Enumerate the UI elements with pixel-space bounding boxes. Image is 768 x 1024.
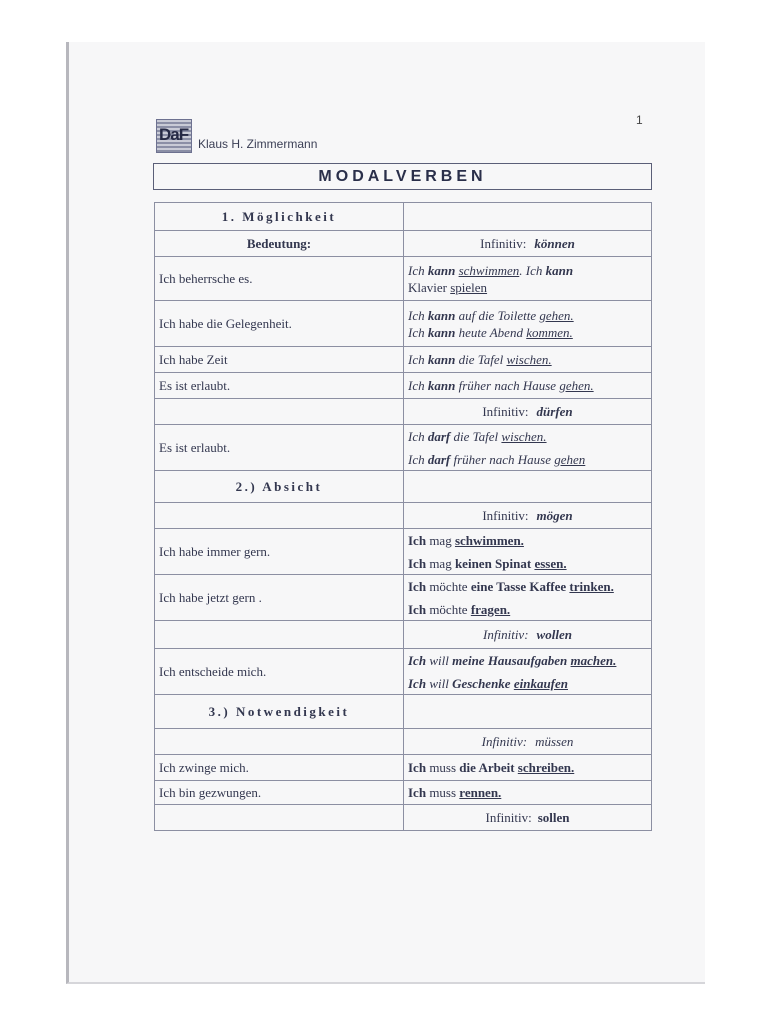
modal-verb: will	[429, 652, 449, 668]
meaning-cell: Ich entscheide mich.	[155, 649, 404, 695]
modal-verbs-table	[154, 202, 652, 831]
subject: Ich	[408, 262, 425, 278]
modal-verb: darf	[427, 428, 451, 444]
object: die Tafel	[453, 428, 499, 444]
meaning-cell: Ich bin gezwungen.	[155, 781, 404, 805]
main-verb: wischen.	[506, 352, 552, 367]
example-cell	[404, 649, 652, 695]
infinitive-label: Infinitiv:	[483, 627, 529, 642]
meaning-cell: Ich habe immer gern.	[155, 529, 404, 575]
section-heading: 2.) Absicht	[155, 471, 404, 503]
empty-cell	[155, 805, 404, 831]
table-row	[155, 231, 652, 257]
meaning-header: Bedeutung:	[155, 231, 404, 257]
table-row	[155, 301, 652, 347]
main-verb: rennen.	[459, 785, 502, 800]
main-verb: fragen.	[470, 601, 511, 617]
object: früher nach Hause	[458, 378, 557, 393]
subject: Ich	[408, 352, 425, 367]
table-row	[155, 257, 652, 301]
table-row	[155, 203, 652, 231]
main-verb: einkaufen	[513, 675, 568, 691]
infinitive-label: Infinitiv:	[482, 508, 529, 523]
main-verb: machen.	[570, 652, 617, 668]
meaning-cell: Ich habe Zeit	[155, 347, 404, 373]
object: keinen Spinat	[454, 555, 532, 571]
table-row	[155, 471, 652, 503]
page-number: 1	[636, 113, 643, 127]
modal-verb: will	[429, 675, 449, 691]
main-verb: gehen.	[559, 378, 594, 393]
main-verb: trinken.	[569, 578, 614, 594]
modal-verb: kann	[427, 324, 456, 340]
subject: Ich	[408, 555, 427, 571]
infinitive-cell	[404, 503, 652, 529]
empty-cell	[404, 471, 652, 503]
main-verb: spielen	[450, 279, 488, 295]
infinitive-label: Infinitiv:	[482, 404, 529, 419]
modal-verb: muss	[429, 785, 457, 800]
object: Klavier	[408, 279, 447, 295]
section-heading: 1. Möglichkeit	[155, 203, 404, 231]
infinitive-label: Infinitiv:	[485, 810, 532, 825]
modal-verb: möchte	[429, 578, 468, 594]
empty-cell	[155, 729, 404, 755]
infinitive-cell	[404, 621, 652, 649]
meaning-cell: Es ist erlaubt.	[155, 373, 404, 399]
main-verb: gehen.	[539, 307, 574, 323]
table-row	[155, 649, 652, 695]
table-row	[155, 373, 652, 399]
infinitive-cell	[404, 231, 652, 257]
subject: Ich	[408, 532, 427, 548]
empty-cell	[155, 399, 404, 425]
example-cell	[404, 781, 652, 805]
subject: Ich	[525, 262, 543, 278]
infinitive-verb: müssen	[535, 734, 574, 749]
empty-cell	[404, 695, 652, 729]
main-verb: schreiben.	[517, 760, 575, 775]
example-cell	[404, 425, 652, 471]
object: heute Abend	[458, 324, 523, 340]
infinitive-label: Infinitiv:	[481, 734, 528, 749]
table-row	[155, 399, 652, 425]
table-row	[155, 621, 652, 649]
infinitive-verb: können	[534, 236, 575, 251]
daf-logo	[156, 119, 192, 153]
modal-verb: kann	[427, 262, 456, 278]
empty-cell	[404, 203, 652, 231]
subject: Ich	[408, 324, 425, 340]
subject: Ich	[408, 307, 425, 323]
example-cell	[404, 755, 652, 781]
meaning-cell: Es ist erlaubt.	[155, 425, 404, 471]
meaning-cell: Ich habe jetzt gern .	[155, 575, 404, 621]
meaning-cell: Ich zwinge mich.	[155, 755, 404, 781]
section-heading: 3.) Notwendigkeit	[155, 695, 404, 729]
modal-verb: möchte	[429, 601, 468, 617]
table-row	[155, 729, 652, 755]
logo-text: DaF	[159, 125, 189, 144]
modal-verb: mag	[429, 532, 452, 548]
object: die Arbeit	[459, 760, 515, 775]
infinitive-verb: dürfen	[536, 404, 573, 419]
subject: Ich	[408, 378, 425, 393]
table-row	[155, 503, 652, 529]
main-verb: kommen.	[526, 324, 573, 340]
empty-cell	[155, 503, 404, 529]
subject: Ich	[408, 760, 427, 775]
subject: Ich	[408, 675, 427, 691]
infinitive-label: Infinitiv:	[480, 236, 527, 251]
example-cell	[404, 347, 652, 373]
table-row	[155, 805, 652, 831]
object: eine Tasse Kaffee	[470, 578, 567, 594]
modal-verb: mag	[429, 555, 452, 571]
object: auf die Toilette	[458, 307, 537, 323]
subject: Ich	[408, 428, 425, 444]
author-name: Klaus H. Zimmermann	[198, 137, 318, 151]
main-verb: wischen.	[501, 428, 547, 444]
subject: Ich	[408, 601, 427, 617]
object: früher nach Hause	[453, 451, 551, 467]
infinitive-verb: mögen	[536, 508, 573, 523]
subject: Ich	[408, 578, 427, 594]
subject: Ich	[408, 652, 427, 668]
table-row	[155, 347, 652, 373]
modal-verb: darf	[427, 451, 451, 467]
meaning-cell: Ich beherrsche es.	[155, 257, 404, 301]
modal-verb: kann	[545, 262, 574, 278]
infinitive-cell	[404, 805, 652, 831]
modal-verb: muss	[429, 760, 457, 775]
table-row	[155, 575, 652, 621]
subject: Ich	[408, 785, 427, 800]
example-cell	[404, 529, 652, 575]
example-cell	[404, 373, 652, 399]
example-cell	[404, 257, 652, 301]
infinitive-verb: sollen	[537, 810, 570, 825]
main-verb: essen.	[534, 555, 567, 571]
infinitive-cell	[404, 399, 652, 425]
modal-verb: kann	[427, 307, 456, 323]
table-row	[155, 781, 652, 805]
table-row	[155, 425, 652, 471]
example-cell	[404, 301, 652, 347]
empty-cell	[155, 621, 404, 649]
table-row	[155, 755, 652, 781]
subject: Ich	[408, 451, 425, 467]
infinitive-verb: wollen	[536, 627, 572, 642]
table-row	[155, 529, 652, 575]
punctuation: .	[519, 262, 523, 278]
main-verb: schwimmen.	[454, 532, 524, 548]
table-row	[155, 695, 652, 729]
object: meine Hausaufgaben	[452, 652, 568, 668]
main-verb: schwimmen	[458, 262, 520, 278]
page-title: MODALVERBEN	[153, 163, 652, 190]
modal-verb: kann	[427, 352, 456, 367]
object: Geschenke	[452, 675, 511, 691]
infinitive-cell	[404, 729, 652, 755]
modal-verb: kann	[427, 378, 456, 393]
meaning-cell: Ich habe die Gelegenheit.	[155, 301, 404, 347]
main-verb: gehen	[554, 451, 586, 467]
example-cell	[404, 575, 652, 621]
object: die Tafel	[458, 352, 504, 367]
